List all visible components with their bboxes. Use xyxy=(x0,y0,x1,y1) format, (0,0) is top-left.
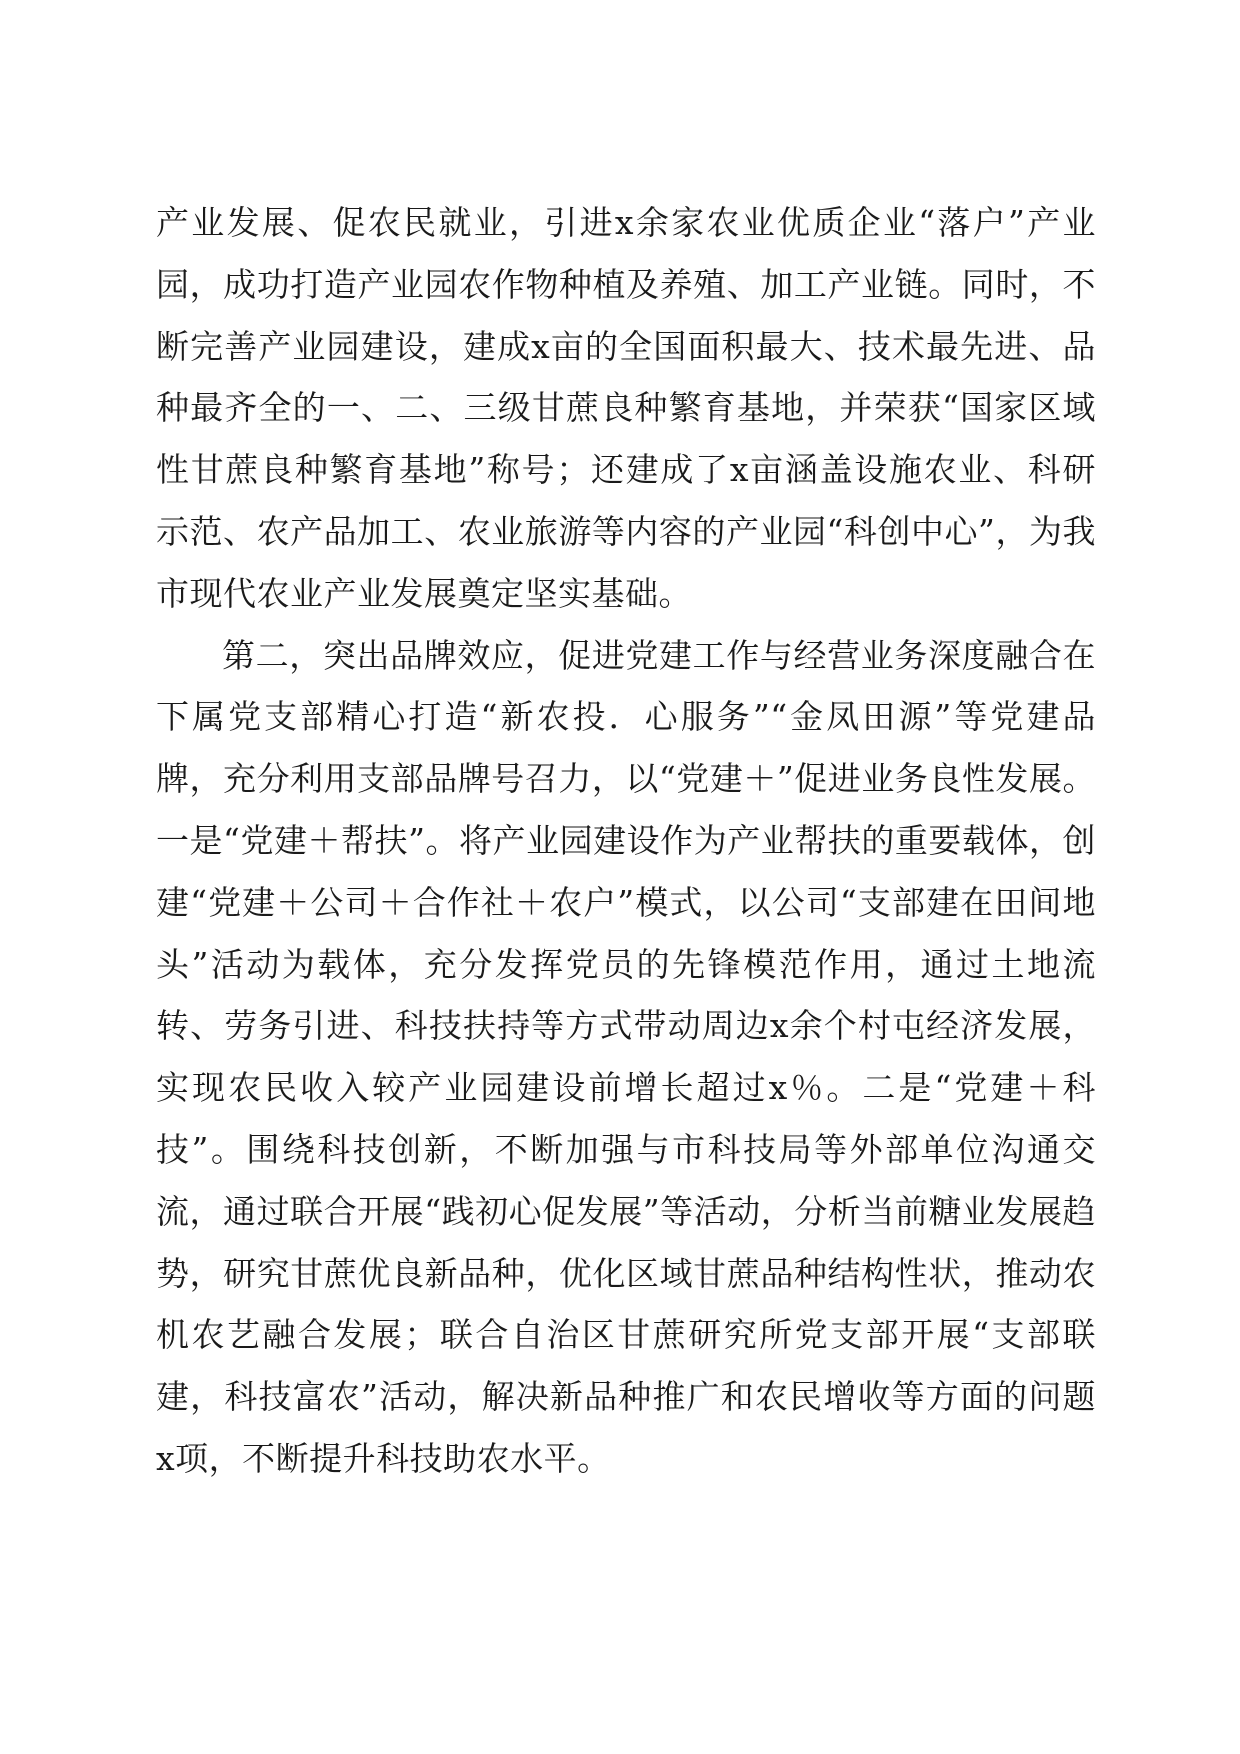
document-body xyxy=(156,192,1096,1490)
paragraph-second-point: 第二，突出品牌效应，促进党建工作与经营业务深度融合在下属党支部精心打造“新农投．心服务”“金凤田源”等党建品牌，充分利用支部品牌号召力，以“党建＋”促进业务良性发展。一是“党建＋帮扶”。将产业园建设作为产业帮扶的重要载体，创建“党建＋公司＋合作社＋农户”模式，以公司“支部建在田间地头”活动为载体，充分发挥党员的先锋模范作用，通过土地流转、劳务引进、科技扶持等方式带动周边x余个村屯经济发展，实现农民收入较产业园建设前增长超过x％。二是“党建＋科技”。围绕科技创新，不断加强与市科技局等外部单位沟通交流，通过联合开展“践初心促发展”等活动，分析当前糖业发展趋势，研究甘蔗优良新品种，优化区域甘蔗品种结构性状，推动农机农艺融合发展；联合自治区甘蔗研究所党支部开展“支部联建，科技富农”活动，解决新品种推广和农民增收等方面的问题x项，不断提升科技助农水平。 xyxy=(156,635,1096,1478)
paragraph-continued: 产业发展、促农民就业，引进x余家农业优质企业“落户”产业园，成功打造产业园农作物种植及养殖、加工产业链。同时，不断完善产业园建设，建成x亩的全国面积最大、技术最先进、品种最齐全的一、二、三级甘蔗良种繁育基地，并荣获“国家区域性甘蔗良种繁育基地”称号；还建成了x亩涵盖设施农业、科研示范、农产品加工、农业旅游等内容的产业园“科创中心”，为我市现代农业产业发展奠定坚实基础。 xyxy=(156,203,1096,613)
